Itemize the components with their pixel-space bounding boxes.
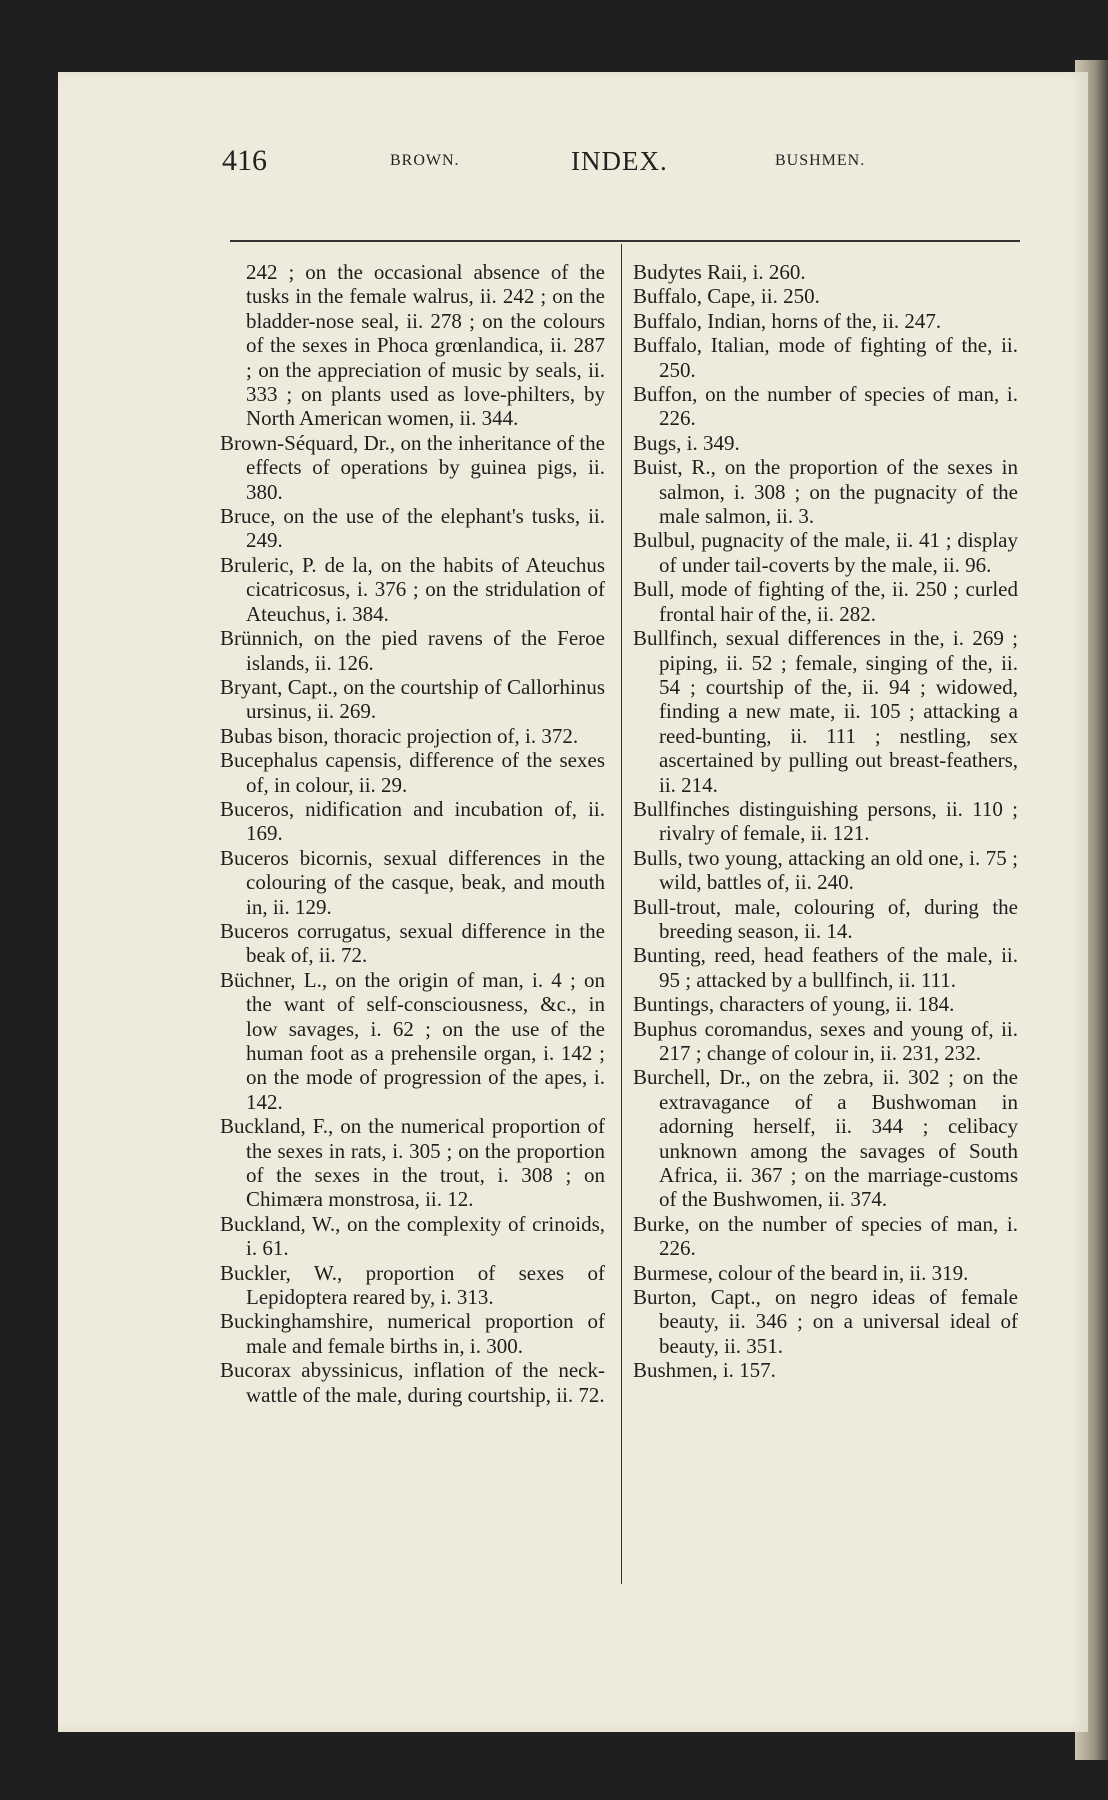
index-entry: Bucorax abyssinicus, inflation of the neck-wattle of the male, during courtship, ii. 72. bbox=[220, 1358, 605, 1407]
index-entry: 242 ; on the occasional absence of the tusks in the female walrus, ii. 242 ; on the bladder-nose seal, ii. 278 ; on the colours of the sexes in Phoca grœnlandica, ii. 287 ; on the appreciation of music by seals, ii. 333 ; on plants used as love-philters, by North American women, ii. 344. bbox=[246, 260, 605, 431]
index-entry: Burmese, colour of the beard in, ii. 319. bbox=[633, 1260, 969, 1285]
index-entry: Buffalo, Cape, ii. 250. bbox=[633, 284, 820, 309]
index-entry: Bulls, two young, attacking an old one, i. 75 ; wild, battles of, ii. 240. bbox=[633, 845, 1018, 895]
index-entry: Budytes Raii, i. 260. bbox=[633, 260, 806, 284]
index-entry: Bullfinches distinguishing persons, ii. 110 ; rivalry of female, ii. 121. bbox=[633, 796, 1018, 846]
index-entry: Bruce, on the use of the elephant's tusks, ii. 249. bbox=[220, 504, 605, 553]
index-entry: Buceros corrugatus, sexual difference in the beak of, ii. 72. bbox=[220, 918, 605, 968]
page-title: INDEX. bbox=[571, 146, 668, 176]
header-rule bbox=[230, 240, 1020, 242]
index-entry: Büchner, L., on the origin of man, i. 4 ; on the want of self-consciousness, &c., in low savages, i. 62 ; on the use of the human foot as a prehensile organ, i. 142 ; on the mode of progression of the apes, i. 142. bbox=[220, 967, 605, 1114]
index-column-right bbox=[633, 260, 1018, 1383]
index-entry: Bryant, Capt., on the courtship of Callorhinus ursinus, ii. 269. bbox=[220, 674, 605, 724]
index-entry: Buckinghamshire, numerical proportion of male and female births in, i. 300. bbox=[220, 1309, 605, 1358]
index-entry: Bullfinch, sexual differences in the, i. 269 ; piping, ii. 52 ; female, singing of the, ii. 54 ; courtship of the, ii. 94 ; widowed, finding a new mate, ii. 105 ; attacking a reed-bunting, ii. 111 ; nestling, sex ascertained by pulling out breast-feathers, ii. 214. bbox=[633, 626, 1018, 797]
index-entry: Bruleric, P. de la, on the habits of Ateuchus cicatricosus, i. 376 ; on the stridulation of Ateuchus, i. 384. bbox=[220, 552, 605, 626]
index-entry: Buckler, W., proportion of sexes of Lepidoptera reared by, i. 313. bbox=[220, 1260, 605, 1310]
page-number: 416 bbox=[222, 144, 267, 177]
index-entry: Bugs, i. 349. bbox=[633, 430, 740, 455]
index-entry: Buphus coromandus, sexes and young of, ii. 217 ; change of colour in, ii. 231, 232. bbox=[633, 1016, 1018, 1065]
index-entry: Buist, R., on the proportion of the sexes in salmon, i. 308 ; on the pugnacity of the male salmon, ii. 3. bbox=[633, 455, 1018, 529]
index-entry: Buckland, F., on the numerical proportion of the sexes in rats, i. 305 ; on the proportion of the sexes in the trout, i. 308 ; on Chimæra monstrosa, ii. 12. bbox=[220, 1114, 605, 1212]
index-entry: Buceros, nidification and incubation of, ii. 169. bbox=[220, 796, 605, 846]
column-divider bbox=[621, 244, 622, 1584]
index-entry: Bunting, reed, head feathers of the male, ii. 95 ; attacked by a bullfinch, ii. 111. bbox=[633, 943, 1018, 992]
index-entry: Burchell, Dr., on the zebra, ii. 302 ; on the extravagance of a Bushwoman in adorning herself, ii. 344 ; celibacy unknown among the savages of South Africa, ii. 367 ; on the marriage-customs of the Bushwomen, ii. 374. bbox=[633, 1065, 1018, 1212]
index-entry: Buceros bicornis, sexual differences in the colouring of the casque, beak, and mouth in, ii. 129. bbox=[220, 845, 605, 919]
index-entry: Burton, Capt., on negro ideas of female beauty, ii. 346 ; on a universal ideal of beauty, ii. 351. bbox=[633, 1285, 1018, 1358]
index-entry: Brünnich, on the pied ravens of the Feroe islands, ii. 126. bbox=[220, 626, 605, 675]
index-entry: Burke, on the number of species of man, i. 226. bbox=[633, 1211, 1018, 1261]
index-entry: Buffalo, Indian, horns of the, ii. 247. bbox=[633, 308, 942, 333]
running-head-left: BROWN. bbox=[390, 152, 460, 169]
index-entry: Bushmen, i. 157. bbox=[633, 1358, 776, 1383]
index-column-left bbox=[220, 260, 605, 1407]
index-entry: Bubas bison, thoracic projection of, i. 372. bbox=[220, 723, 579, 748]
index-entry: Bull-trout, male, colouring of, during the breeding season, ii. 14. bbox=[633, 894, 1018, 943]
index-entry: Brown-Séquard, Dr., on the inheritance of the effects of operations by guinea pigs, ii. 380. bbox=[220, 430, 605, 504]
index-entry: Buntings, characters of young, ii. 184. bbox=[633, 992, 955, 1017]
index-entry: Bulbul, pugnacity of the male, ii. 41 ; display of under tail-coverts by the male, ii. 96. bbox=[633, 528, 1018, 577]
running-head-right: BUSHMEN. bbox=[775, 152, 866, 169]
index-entry: Bull, mode of fighting of the, ii. 250 ; curled frontal hair of the, ii. 282. bbox=[633, 577, 1018, 626]
index-entry: Buffalo, Italian, mode of fighting of the, ii. 250. bbox=[633, 333, 1018, 382]
book-page bbox=[58, 72, 1088, 1732]
index-entry: Bucephalus capensis, difference of the sexes of, in colour, ii. 29. bbox=[220, 748, 605, 797]
index-entry: Buckland, W., on the complexity of crinoids, i. 61. bbox=[220, 1211, 605, 1261]
index-entry: Buffon, on the number of species of man, i. 226. bbox=[633, 382, 1018, 431]
